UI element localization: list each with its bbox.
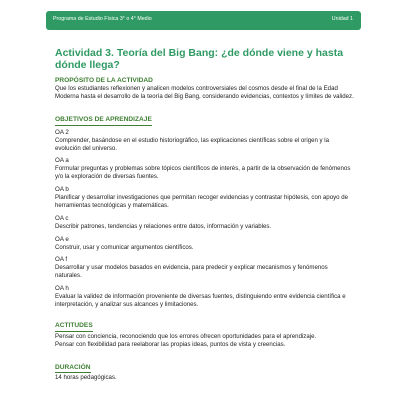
purpose-heading: PROPÓSITO DE LA ACTIVIDAD (55, 77, 153, 84)
activity-title: Actividad 3. Teoría del Big Bang: ¿de dónde viene y hasta dónde llega? (55, 47, 344, 71)
objective-code: OA a (55, 157, 69, 165)
objective-item (55, 256, 355, 280)
purpose-text: Que los estudiantes reflexionen y analicen modelos controversiales del cosmos desde el final de la Edad Moderna hasta el desarrollo de la teoría del Big Bang, considerando evidencias, contextos y límites de validez. (55, 85, 354, 100)
objectives-section (55, 108, 355, 309)
page-header-bar (46, 11, 361, 30)
objective-item (55, 157, 355, 181)
objective-item (55, 129, 355, 153)
attitudes-heading: ACTITUDES (55, 322, 93, 332)
objective-item (55, 285, 355, 309)
objective-item (55, 236, 355, 252)
objective-text: Construir, usar y comunicar argumentos científicos. (55, 243, 194, 251)
program-title: Programa de Estudio Física 3° o 4° Medio (53, 16, 152, 22)
objective-code: OA b (55, 186, 69, 194)
duration-text: 14 horas pedagógicas. (55, 374, 117, 382)
objective-code: OA f (55, 256, 68, 264)
objective-code: OA c (55, 214, 69, 222)
purpose-section (55, 77, 355, 101)
unit-label: Unidad 1 (331, 16, 353, 22)
objective-text: Evaluar la validez de información proveniente de diversas fuentes, distinguiendo entre evidencia científica e interpretación, y analizar sus alcances y limitaciones. (55, 293, 346, 309)
objective-text: Desarrollar y usar modelos basados en evidencia, para predecir y explicar mecanismos y fenómenos naturales. (55, 264, 328, 280)
duration-heading: DURACIÓN (55, 364, 91, 374)
objective-code: OA h (55, 285, 69, 293)
objective-text: Comprender, basándose en el estudio historiográfico, las explicaciones científicas sobre el origen y la evolución del universo. (55, 136, 330, 152)
objectives-heading: OBJETIVOS DE APRENDIZAJE (55, 116, 152, 126)
objective-code: OA e (55, 235, 69, 243)
document-body (55, 47, 355, 382)
objective-item (55, 215, 355, 231)
attitude-line: Pensar con conciencia, reconociendo que los errores ofrecen oportunidades para el aprendizaje. (55, 332, 317, 340)
attitudes-section (55, 314, 355, 349)
objective-code: OA 2 (55, 128, 69, 136)
attitude-line: Pensar con flexibilidad para reelaborar las propias ideas, puntos de vista y creencias. (55, 340, 286, 348)
objective-item (55, 186, 355, 210)
objective-text: Planificar y desarrollar investigaciones que permitan recoger evidencias y contrastar hipótesis, con apoyo de herramientas tecnológicas y matemáticas. (55, 194, 348, 210)
duration-section (55, 356, 355, 383)
objective-text: Formular preguntas y problemas sobre tópicos científicos de interés, a partir de la observación de fenómenos y/o la exploración de diversas fuentes. (55, 165, 351, 181)
objective-text: Describir patrones, tendencias y relaciones entre datos, información y variables. (55, 222, 272, 230)
